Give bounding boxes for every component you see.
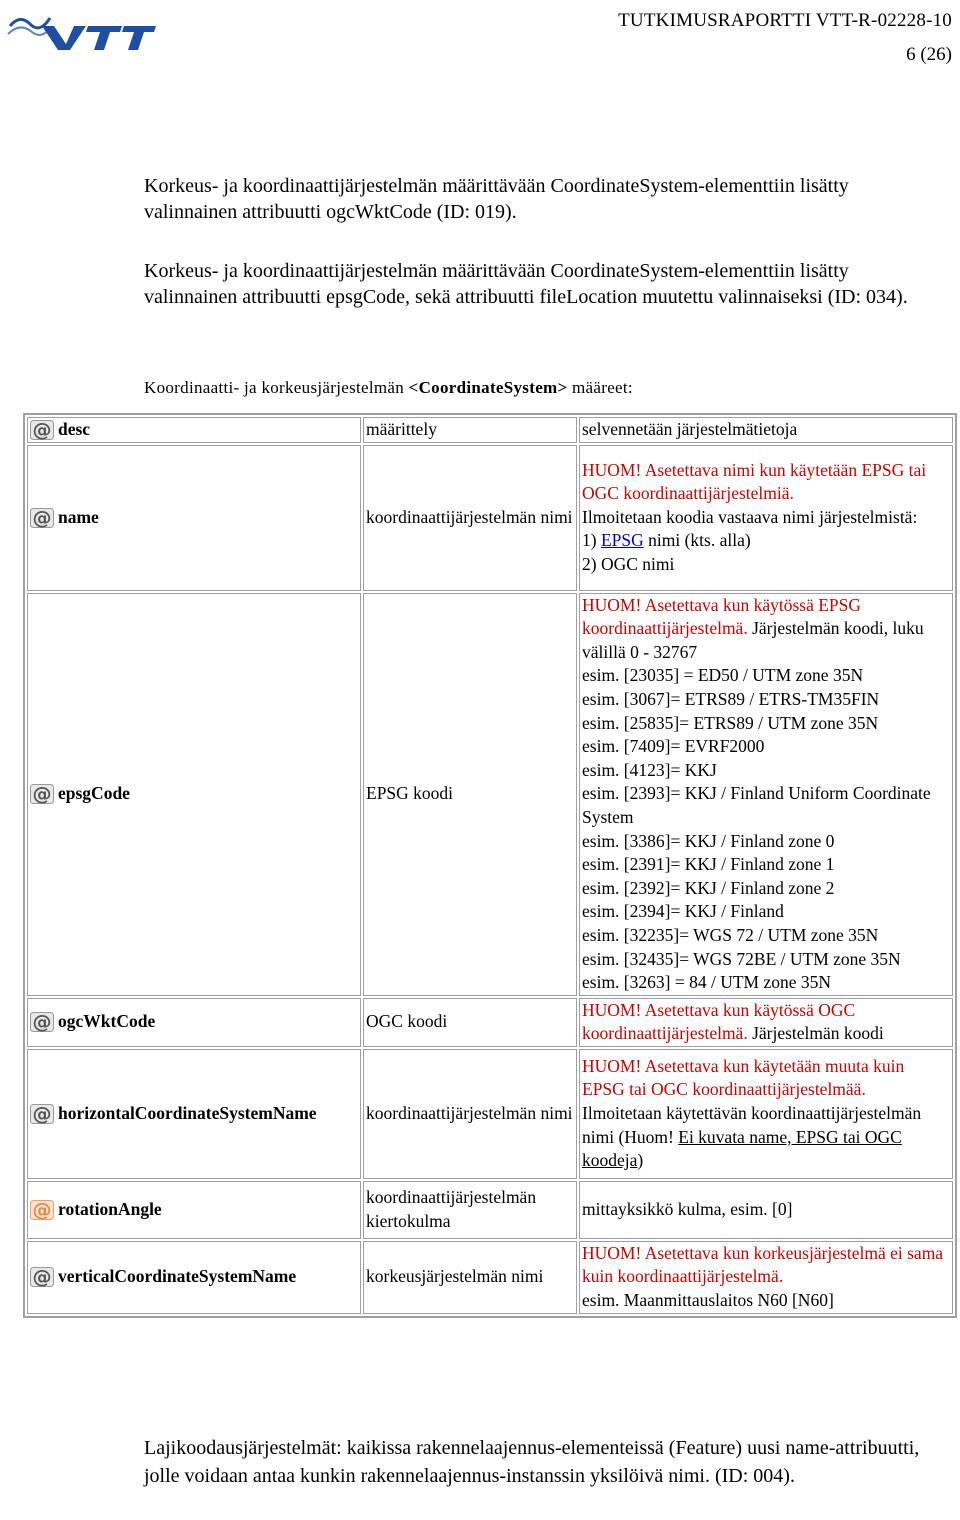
description-line: esim. [25835]= ETRS89 / UTM zone 35N	[582, 712, 879, 733]
attribute-description-cell	[579, 1049, 953, 1179]
description-line: esim. [7409]= EVRF2000	[582, 736, 765, 757]
description-line	[582, 594, 950, 665]
attribute-description-cell	[579, 1181, 953, 1239]
description-line: esim. [23035] = ED50 / UTM zone 35N	[582, 665, 864, 686]
attribute-description-cell	[579, 417, 953, 443]
description-line: HUOM! Asetettava nimi kun käytetään EPSG tai OGC koordinaattijärjestelmiä.	[582, 459, 927, 504]
description-text: Järjestelmän koodi, luku välillä 0 - 32767	[582, 618, 924, 662]
svg-text:@: @	[32, 784, 52, 805]
description-line: esim. [4123]= KKJ	[582, 759, 717, 780]
attribute-type-cell: koordinaattijärjestelmän kiertokulma	[363, 1181, 577, 1239]
description-text: 1)	[582, 530, 601, 551]
description-line: 2) OGC nimi	[582, 553, 675, 574]
attribute-description-cell	[579, 998, 953, 1047]
attribute-description-cell	[579, 593, 953, 996]
description-text: Järjestelmän koodi	[747, 1023, 884, 1044]
description-line: HUOM! Asetettava kun käytetään muuta kuin EPSG tai OGC koordinaattijärjestelmää.	[582, 1055, 905, 1100]
description-line: esim. [2392]= KKJ / Finland zone 2	[582, 877, 835, 898]
description-line: esim. [3386]= KKJ / Finland zone 0	[582, 830, 835, 851]
attribute-type-cell: korkeusjärjestelmän nimi	[363, 1241, 577, 1314]
attribute-type-cell: EPSG koodi	[363, 593, 577, 996]
coordinate-system-attributes-table	[23, 413, 957, 1318]
description-line: esim. [2391]= KKJ / Finland zone 1	[582, 854, 835, 875]
description-text: nimi (kts. alla)	[643, 530, 751, 551]
description-text: Ilmoitetaan käytettävän koordinaattijärjestelmän nimi (Huom!	[582, 1103, 922, 1147]
attribute-name: name	[58, 506, 99, 527]
table-row	[27, 1241, 953, 1314]
description-text: HUOM! Asetettava kun käytössä EPSG koordinaattijärjestelmä.	[582, 594, 862, 639]
svg-text:@: @	[32, 507, 52, 528]
attribute-icon	[30, 784, 54, 804]
table-row	[27, 998, 953, 1047]
svg-text:@: @	[32, 1012, 52, 1033]
svg-text:@: @	[32, 1267, 52, 1288]
attribute-description-cell	[579, 445, 953, 591]
attribute-name-cell	[27, 1181, 361, 1239]
description-text: Ei kuvata name, EPSG tai OGC koodeja	[582, 1126, 902, 1171]
attribute-type-cell: koordinaattijärjestelmän nimi	[363, 445, 577, 591]
description-line: esim. [3263] = 84 / UTM zone 35N	[582, 972, 831, 993]
attribute-name-cell	[27, 593, 361, 996]
attribute-icon	[30, 1200, 54, 1220]
description-line: esim. [32235]= WGS 72 / UTM zone 35N	[582, 924, 879, 945]
attribute-name-cell	[27, 445, 361, 591]
attribute-name-cell	[27, 1049, 361, 1179]
report-id: TUTKIMUSRAPORTTI VTT-R-02228-10	[618, 10, 952, 31]
table-caption: Koordinaatti- ja korkeusjärjestelmän <CoordinateSystem> määreet:	[144, 378, 633, 397]
description-line: esim. Maanmittauslaitos N60 [N60]	[582, 1290, 834, 1311]
epsg-link[interactable]: EPSG	[600, 530, 644, 551]
description-line: HUOM! Asetettava kun korkeusjärjestelmä ei sama kuin koordinaattijärjestelmä.	[582, 1242, 944, 1287]
attribute-icon	[30, 1104, 54, 1124]
description-line: mittayksikkö kulma, esim. [0]	[582, 1199, 793, 1220]
page-number: 6 (26)	[906, 44, 952, 65]
table-row	[27, 445, 953, 591]
attribute-name-cell	[27, 998, 361, 1047]
table-row	[27, 1049, 953, 1179]
description-text: HUOM! Asetettava kun käytössä OGC koordinaattijärjestelmä.	[582, 999, 856, 1044]
description-line: esim. [2393]= KKJ / Finland Uniform Coordinate System	[582, 783, 931, 827]
attribute-type-cell: koordinaattijärjestelmän nimi	[363, 1049, 577, 1179]
attribute-name-cell	[27, 1241, 361, 1314]
attribute-icon	[30, 1012, 54, 1032]
description-line	[582, 1102, 950, 1173]
description-line	[582, 999, 950, 1046]
description-line: Ilmoitetaan koodia vastaava nimi järjestelmistä:	[582, 506, 918, 527]
attribute-name: verticalCoordinateSystemName	[58, 1266, 297, 1287]
svg-text:@: @	[32, 1199, 52, 1220]
svg-text:@: @	[32, 419, 52, 440]
attribute-name: desc	[58, 419, 91, 439]
attribute-icon	[30, 1267, 54, 1287]
paragraph-epsgcode: Korkeus- ja koordinaattijärjestelmän määrittävään CoordinateSystem-elementtiin lisätty valinnainen attribuutti epsgCode, sekä attribuutti fileLocation muutettu valinnaiseksi (ID: 034).	[144, 260, 908, 308]
attribute-name: horizontalCoordinateSystemName	[58, 1103, 317, 1124]
description-line: selvennetään järjestelmätietoja	[582, 419, 798, 439]
description-line: esim. [32435]= WGS 72BE / UTM zone 35N	[582, 948, 901, 969]
svg-text:@: @	[32, 1103, 52, 1124]
table-row	[27, 593, 953, 996]
description-line	[582, 529, 950, 553]
attribute-description-cell	[579, 1241, 953, 1314]
attribute-icon	[30, 508, 54, 528]
table-row	[27, 1181, 953, 1239]
attribute-name: rotationAngle	[58, 1199, 162, 1220]
attribute-type-cell: määrittely	[363, 417, 577, 443]
description-text: )	[637, 1150, 644, 1171]
attribute-name: epsgCode	[58, 783, 130, 804]
table-row	[27, 417, 953, 443]
attribute-name-cell	[27, 417, 361, 443]
description-line: esim. [2394]= KKJ / Finland	[582, 901, 784, 922]
attribute-icon	[30, 420, 54, 440]
attribute-name: ogcWktCode	[58, 1011, 156, 1032]
footer-paragraph: Lajikoodausjärjestelmät: kaikissa rakennelaajennus-elementeissä (Feature) uusi name-attribuutti, jolle voidaan antaa kunkin rakennelaajennus-instanssin yksilöivä nimi. (ID: 004).	[144, 1437, 920, 1487]
vtt-logo	[6, 4, 156, 54]
description-line: esim. [3067]= ETRS89 / ETRS-TM35FIN	[582, 688, 880, 709]
attribute-type-cell: OGC koodi	[363, 998, 577, 1047]
paragraph-ogcwktcode: Korkeus- ja koordinaattijärjestelmän määrittävään CoordinateSystem-elementtiin lisätty valinnainen attribuutti ogcWktCode (ID: 019).	[144, 175, 849, 223]
